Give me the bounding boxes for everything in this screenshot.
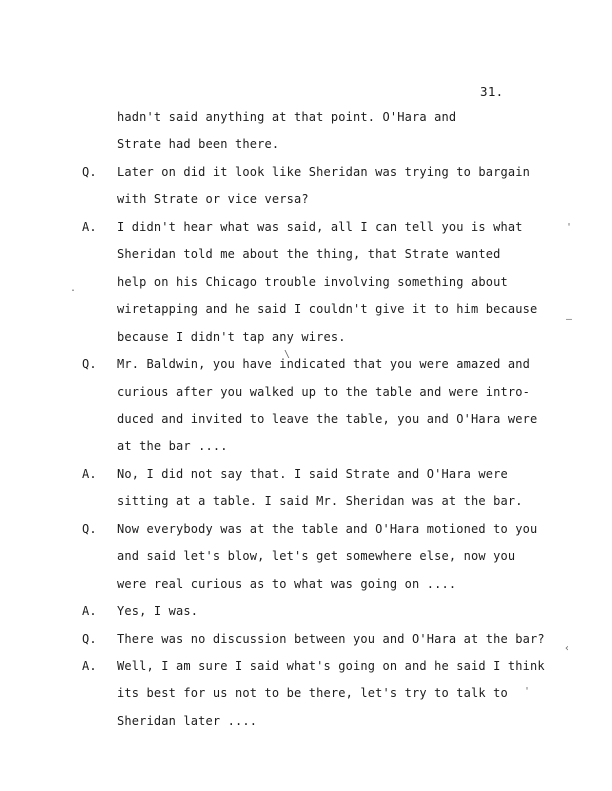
speaker-label: Q. xyxy=(82,521,97,536)
speaker-label: A. xyxy=(82,466,97,481)
line-text: curious after you walked up to the table and were intro- xyxy=(117,384,530,399)
line-text: Sheridan later .... xyxy=(117,713,258,728)
transcript-line xyxy=(0,632,612,650)
page-number: 31. xyxy=(480,84,504,99)
speaker-label: Q. xyxy=(82,631,97,646)
line-text: Now everybody was at the table and O'Hara motioned to you xyxy=(117,521,538,536)
transcript-line xyxy=(0,686,612,704)
transcript-line xyxy=(0,137,612,155)
scan-speck: — xyxy=(566,314,573,325)
scan-speck: . xyxy=(70,283,77,294)
scan-speck: ' xyxy=(566,222,573,233)
transcript-line xyxy=(0,302,612,320)
line-text: Later on did it look like Sheridan was trying to bargain xyxy=(117,164,530,179)
speaker-label: A. xyxy=(82,659,97,673)
speaker-label: A. xyxy=(82,604,97,619)
transcript-line xyxy=(0,192,612,210)
transcript-line xyxy=(0,247,612,265)
line-text: its best for us not to be there, let's try to talk to xyxy=(117,686,508,701)
transcript-line xyxy=(0,494,612,512)
transcript-line xyxy=(0,467,612,485)
line-text: because I didn't tap any wires. xyxy=(117,329,346,344)
line-text: I didn't hear what was said, all I can tell you is what xyxy=(117,219,523,234)
transcript-line xyxy=(0,577,612,595)
line-text: with Strate or vice versa? xyxy=(117,192,309,207)
line-text: hadn't said anything at that point. O'Hara and xyxy=(117,110,457,124)
transcript-line xyxy=(0,522,612,540)
line-text: were real curious as to what was going on .... xyxy=(117,576,457,591)
line-text: Well, I am sure I said what's going on and he said I think xyxy=(117,659,545,673)
line-text: wiretapping and he said I couldn't give it to him because xyxy=(117,302,538,317)
transcript-line xyxy=(0,357,612,375)
transcript-line xyxy=(0,714,612,732)
transcript-line xyxy=(0,110,612,128)
scan-speck: \ xyxy=(284,349,291,360)
speaker-label: A. xyxy=(82,219,97,234)
line-text: Strate had been there. xyxy=(117,137,280,152)
line-text: at the bar .... xyxy=(117,439,228,454)
line-text: duced and invited to leave the table, you and O'Hara were xyxy=(117,411,538,426)
speaker-label: Q. xyxy=(82,164,97,179)
scan-speck: ‹ xyxy=(564,643,571,654)
line-text: There was no discussion between you and O'Hara at the bar? xyxy=(117,631,545,646)
line-text: and said let's blow, let's get somewhere else, now you xyxy=(117,549,516,564)
line-text: Sheridan told me about the thing, that Strate wanted xyxy=(117,247,501,262)
transcript-line xyxy=(0,549,612,567)
line-text: Mr. Baldwin, you have indicated that you were amazed and xyxy=(117,357,530,372)
transcript-line xyxy=(0,165,612,183)
transcript-line xyxy=(0,220,612,238)
transcript-line xyxy=(0,659,612,677)
speaker-label: Q. xyxy=(82,357,97,372)
line-text: sitting at a table. I said Mr. Sheridan was at the bar. xyxy=(117,494,523,509)
line-text: Yes, I was. xyxy=(117,604,199,619)
line-text: help on his Chicago trouble involving something about xyxy=(117,274,508,289)
transcript-line xyxy=(0,275,612,293)
transcript-line xyxy=(0,604,612,622)
transcript-line xyxy=(0,439,612,457)
transcript-line xyxy=(0,385,612,403)
transcript-line xyxy=(0,330,612,348)
transcript-line xyxy=(0,412,612,430)
line-text: No, I did not say that. I said Strate and O'Hara were xyxy=(117,466,508,481)
scan-speck: ' xyxy=(524,686,531,697)
